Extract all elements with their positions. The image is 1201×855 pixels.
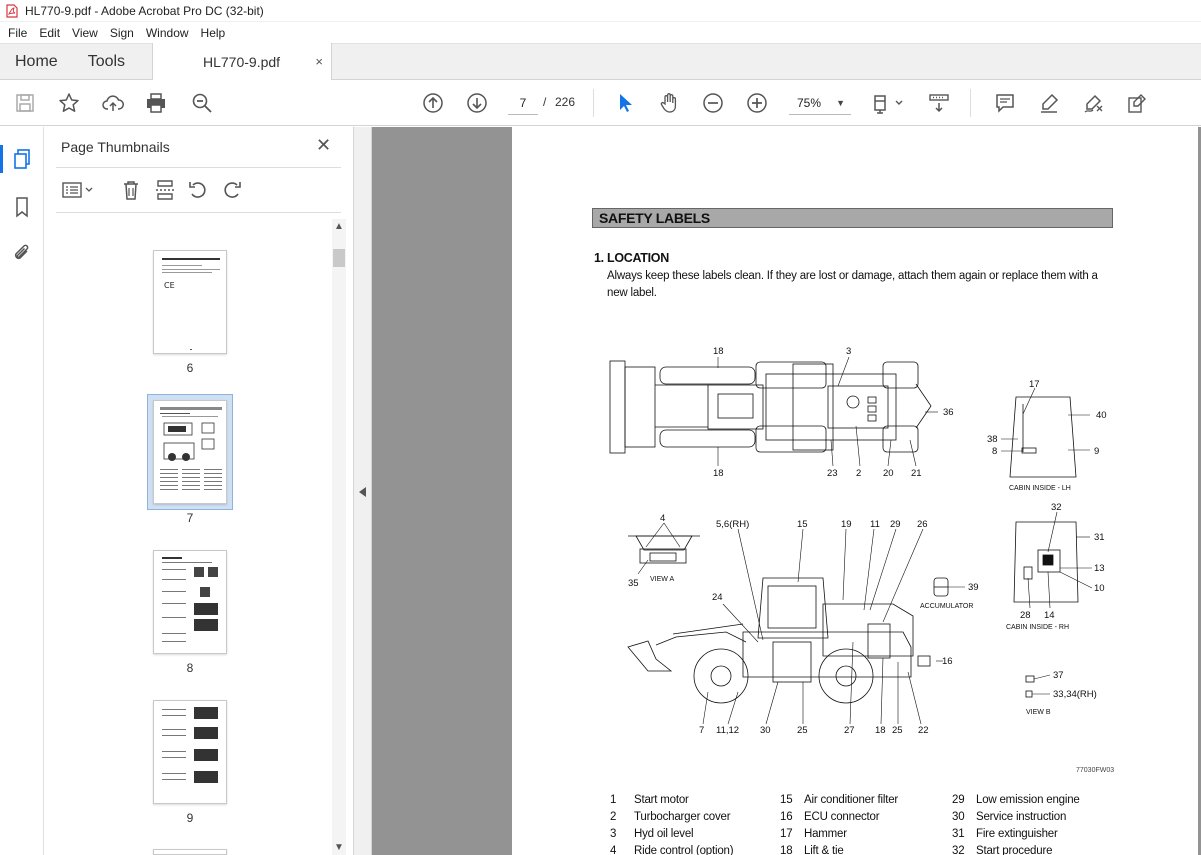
label-26: 26 xyxy=(917,519,928,530)
label-9: 9 xyxy=(1094,446,1100,457)
close-icon[interactable]: ✕ xyxy=(316,135,332,155)
thumbnail-number: 8 xyxy=(186,661,194,675)
label-18: 18 xyxy=(875,725,886,736)
svg-text:CE: CE xyxy=(164,281,175,290)
label-18: 18 xyxy=(713,468,724,479)
panel-splitter[interactable] xyxy=(354,127,372,855)
legend-item: 17 Hammer xyxy=(780,828,847,840)
label-7: 7 xyxy=(699,725,705,736)
legend-item: 18 Lift & tie xyxy=(780,845,844,855)
extract-page-icon[interactable] xyxy=(154,179,176,201)
legend-item: 2 Turbocharger cover xyxy=(610,811,731,823)
next-page-icon[interactable] xyxy=(465,91,489,115)
thumbnail-page-7[interactable] xyxy=(153,400,227,504)
legend-item: 15 Air conditioner filter xyxy=(780,794,899,806)
label-20: 20 xyxy=(883,468,894,479)
previous-page-icon[interactable] xyxy=(421,91,445,115)
zoom-out-icon[interactable] xyxy=(701,91,725,115)
label-25: 25 xyxy=(797,725,808,736)
thumbnail-options-icon[interactable] xyxy=(60,179,96,201)
bookmark-star-icon[interactable] xyxy=(57,91,81,115)
section-title: SAFETY LABELS xyxy=(592,208,1113,228)
pdf-page xyxy=(512,127,1198,855)
panel-title: Page Thumbnails xyxy=(61,139,170,155)
collapse-panel-icon[interactable] xyxy=(359,487,367,500)
tab-document-label: HL770-9.pdf xyxy=(203,54,281,70)
label-35: 35 xyxy=(628,578,639,589)
attachments-icon[interactable] xyxy=(10,241,34,265)
label-21: 21 xyxy=(911,468,922,479)
legend-item: 29 Low emission engine xyxy=(952,794,1080,806)
label-36: 36 xyxy=(943,407,954,418)
menu-window[interactable]: Window xyxy=(145,25,189,40)
legend-item: 4 Ride control (option) xyxy=(610,845,734,855)
legend-item: 30 Service instruction xyxy=(952,811,1067,823)
thumbnail-page-8[interactable] xyxy=(153,550,227,654)
label-18: 18 xyxy=(713,346,724,357)
label-39: 39 xyxy=(968,582,979,593)
scroll-up-icon[interactable]: ▲ xyxy=(334,221,344,232)
menu-edit[interactable]: Edit xyxy=(39,25,61,40)
rotate-right-icon[interactable] xyxy=(221,179,243,201)
tab-tools[interactable]: Tools xyxy=(87,52,126,70)
chevron-down-icon: ▼ xyxy=(836,98,845,108)
rotate-left-icon[interactable] xyxy=(187,179,209,201)
save-icon[interactable] xyxy=(13,91,37,115)
legend-item: 1 Start motor xyxy=(610,794,689,806)
page-fit-icon[interactable] xyxy=(871,91,907,115)
zoom-level-select[interactable] xyxy=(789,91,851,115)
thumbnail-number: 7 xyxy=(186,511,194,525)
zoom-in-icon[interactable] xyxy=(745,91,769,115)
view-b-caption: VIEW B xyxy=(1026,709,1051,716)
scroll-thumb[interactable] xyxy=(333,249,345,267)
label-27: 27 xyxy=(844,725,855,736)
tab-home[interactable]: Home xyxy=(15,52,58,70)
label-4: 4 xyxy=(660,513,666,524)
safety-label-location-figure xyxy=(598,342,1118,772)
cabin-lh-caption: CABIN INSIDE - LH xyxy=(1009,485,1071,492)
label-28: 28 xyxy=(1020,610,1031,621)
legend-item: 16 ECU connector xyxy=(780,811,880,823)
view-a-caption: VIEW A xyxy=(650,576,675,583)
label-23: 23 xyxy=(827,468,838,479)
scroll-mode-icon[interactable] xyxy=(927,91,951,115)
label-38: 38 xyxy=(987,434,998,445)
label-19: 19 xyxy=(841,519,852,530)
label-37: 37 xyxy=(1053,670,1064,681)
left-navigation-rail xyxy=(0,127,44,855)
label-32: 32 xyxy=(1051,502,1062,513)
panel-divider xyxy=(56,167,341,168)
page-total: 226 xyxy=(555,95,576,109)
delete-page-icon[interactable] xyxy=(120,179,142,201)
label-40: 40 xyxy=(1096,410,1107,421)
menu-help[interactable]: Help xyxy=(200,25,226,40)
accumulator-caption: ACCUMULATOR xyxy=(920,603,974,610)
label-17: 17 xyxy=(1029,379,1040,390)
thumbnail-number: 9 xyxy=(186,811,194,825)
thumbnail-scrollbar[interactable] xyxy=(332,219,346,855)
title-bar xyxy=(0,0,1201,22)
label-13: 13 xyxy=(1094,563,1105,574)
label-29: 29 xyxy=(890,519,901,530)
menu-file[interactable]: File xyxy=(8,25,28,40)
page-separator: / xyxy=(543,95,547,109)
menu-view[interactable]: View xyxy=(72,25,98,40)
tab-bar xyxy=(0,43,1201,80)
body-paragraph: Always keep these labels clean. If they are lost or damage, attach them again or replace them with a new label. xyxy=(607,270,1098,299)
label-11-12: 11,12 xyxy=(716,725,740,736)
active-indicator xyxy=(0,145,3,173)
legend-item: 3 Hyd oil level xyxy=(610,828,694,840)
label-15: 15 xyxy=(797,519,808,530)
print-icon[interactable] xyxy=(144,91,168,115)
subsection-title: 1. LOCATION xyxy=(594,251,669,265)
page-number-input[interactable]: 7 xyxy=(508,91,538,115)
page-thumbnails-panel xyxy=(44,127,354,855)
label-10: 10 xyxy=(1094,583,1105,594)
label-33-34-rh: 33,34(RH) xyxy=(1053,689,1097,700)
label-24: 24 xyxy=(712,592,723,603)
label-22: 22 xyxy=(918,725,929,736)
label-16: 16 xyxy=(942,656,953,667)
label-8: 8 xyxy=(992,446,998,457)
panel-divider xyxy=(56,212,341,213)
legend-item: 31 Fire extinguisher xyxy=(952,828,1058,840)
comment-icon[interactable] xyxy=(993,91,1017,115)
label-3: 3 xyxy=(846,346,852,357)
toolbar-divider xyxy=(970,89,971,117)
label-2: 2 xyxy=(856,468,862,479)
select-cursor-icon[interactable] xyxy=(613,91,637,115)
window-title: HL770-9.pdf - Adobe Acrobat Pro DC (32-bit) xyxy=(25,3,264,18)
thumbnail-number: 6 xyxy=(186,361,194,375)
menu-bar xyxy=(0,22,1201,43)
label-11: 11 xyxy=(870,519,880,530)
thumbnail-page-10[interactable] xyxy=(153,849,227,855)
highlight-pen-icon[interactable] xyxy=(1037,91,1061,115)
bookmarks-icon[interactable] xyxy=(10,195,34,219)
main-toolbar xyxy=(0,80,1201,126)
scroll-down-icon[interactable]: ▼ xyxy=(334,842,344,853)
zoom-level-value: 75% xyxy=(797,96,822,110)
label-31: 31 xyxy=(1094,532,1105,543)
upload-cloud-icon[interactable] xyxy=(101,91,125,115)
acrobat-pdf-icon xyxy=(5,4,19,18)
label-30: 30 xyxy=(760,725,771,736)
figure-code: 77030FW03 xyxy=(1076,767,1115,774)
hand-tool-icon[interactable] xyxy=(657,91,681,115)
fill-sign-icon[interactable] xyxy=(1125,91,1149,115)
find-zoom-icon[interactable] xyxy=(190,91,214,115)
legend-item: 32 Start procedure xyxy=(952,845,1053,855)
label-14: 14 xyxy=(1044,610,1055,621)
tab-close-icon[interactable]: × xyxy=(315,54,323,69)
tab-document[interactable] xyxy=(152,43,332,81)
thumbnail-page-9[interactable] xyxy=(153,700,227,804)
label-25: 25 xyxy=(892,725,903,736)
toolbar-divider xyxy=(593,89,594,117)
page-thumbnails-icon[interactable] xyxy=(10,147,34,171)
cabin-rh-caption: CABIN INSIDE - RH xyxy=(1006,624,1070,631)
document-view[interactable] xyxy=(372,127,1201,855)
label-5-6-rh: 5,6(RH) xyxy=(716,519,750,530)
thumbnail-page-6[interactable] xyxy=(153,250,227,354)
draw-sign-icon[interactable] xyxy=(1081,91,1105,115)
menu-sign[interactable]: Sign xyxy=(109,25,134,40)
